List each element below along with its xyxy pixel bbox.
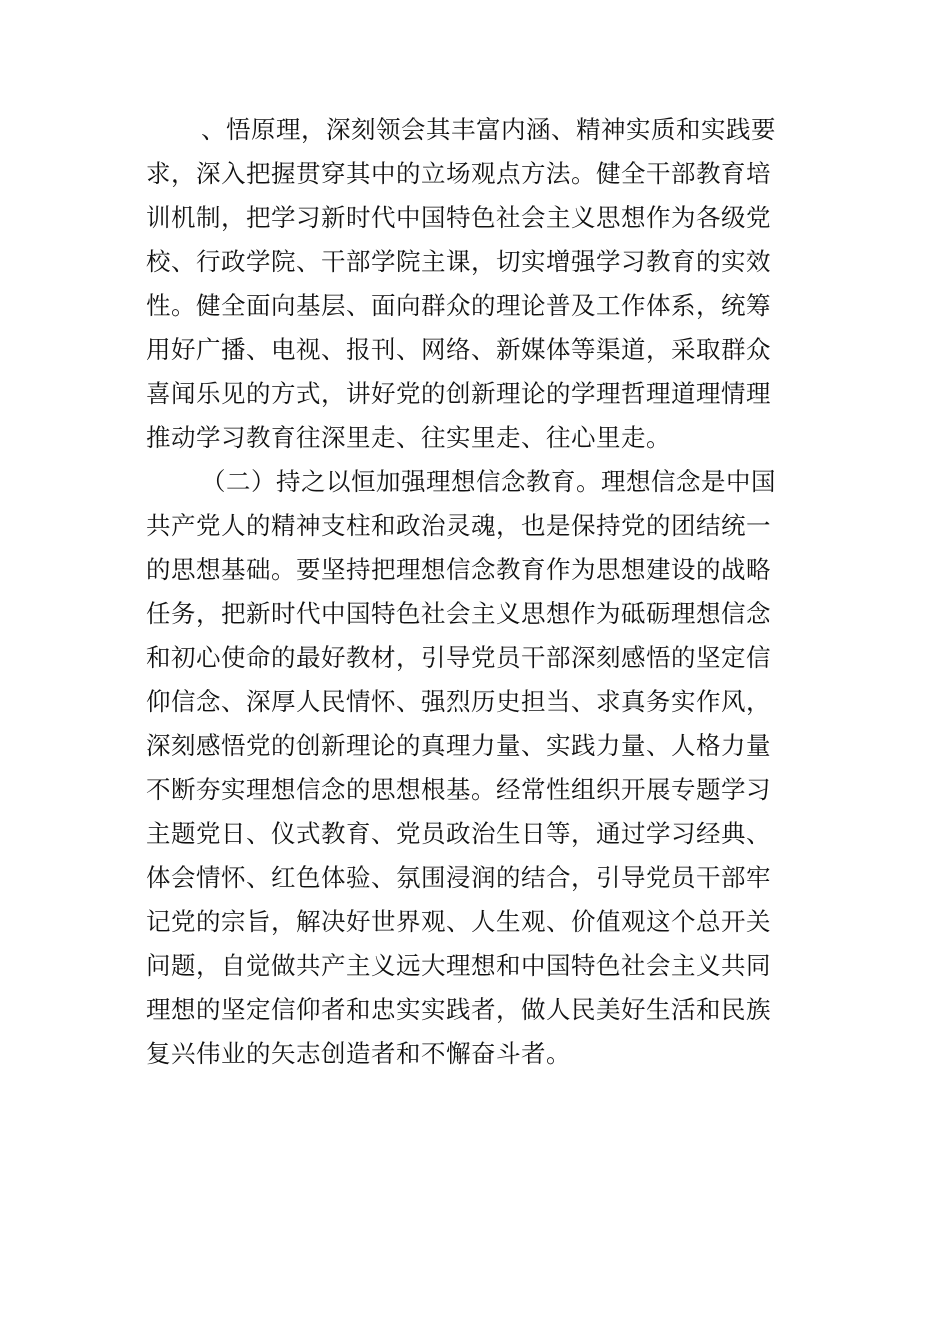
paragraph-2-line: 和初心使命的最好教材，引导党员干部深刻感悟的坚定信 — [146, 643, 771, 672]
paragraph-2-line: 理想的坚定信仰者和忠实实践者，做人民美好生活和民族 — [146, 995, 771, 1024]
paragraph-2 — [146, 460, 806, 1076]
paragraph-1-line: 校、行政学院、干部学院主课，切实增强学习教育的实效 — [146, 247, 771, 276]
paragraph-2-line: （二）持之以恒加强理想信念教育。理想信念是中国 — [201, 467, 776, 496]
paragraph-2-line: 深刻感悟党的创新理论的真理力量、实践力量、人格力量 — [146, 731, 771, 760]
paragraph-2-line: 体会情怀、红色体验、氛围浸润的结合，引导党员干部牢 — [146, 863, 771, 892]
paragraph-2-line: 问题，自觉做共产主义远大理想和中国特色社会主义共同 — [146, 951, 771, 980]
paragraph-2-line: 复兴伟业的矢志创造者和不懈奋斗者。 — [146, 1039, 571, 1068]
paragraph-1-line: 求，深入把握贯穿其中的立场观点方法。健全干部教育培 — [146, 159, 771, 188]
paragraph-2-line: 记党的宗旨，解决好世界观、人生观、价值观这个总开关 — [146, 907, 771, 936]
paragraph-1-line: 训机制，把学习新时代中国特色社会主义思想作为各级党 — [146, 203, 771, 232]
paragraph-1 — [146, 108, 806, 460]
paragraph-1-line: 用好广播、电视、报刊、网络、新媒体等渠道，采取群众 — [146, 335, 771, 364]
paragraph-1-line: 、悟原理，深刻领会其丰富内涵、精神实质和实践要 — [201, 115, 776, 144]
paragraph-2-line: 任务，把新时代中国特色社会主义思想作为砥砺理想信念 — [146, 599, 771, 628]
paragraph-2-line: 仰信念、深厚人民情怀、强烈历史担当、求真务实作风， — [146, 687, 771, 716]
paragraph-2-line: 的思想基础。要坚持把理想信念教育作为思想建设的战略 — [146, 555, 771, 584]
paragraph-1-line: 喜闻乐见的方式，讲好党的创新理论的学理哲理道理情理 — [146, 379, 771, 408]
paragraph-2-line: 共产党人的精神支柱和政治灵魂，也是保持党的团结统一 — [146, 511, 771, 540]
paragraph-1-line: 推动学习教育往深里走、往实里走、往心里走。 — [146, 423, 671, 452]
paragraph-2-line: 主题党日、仪式教育、党员政治生日等，通过学习经典、 — [146, 819, 771, 848]
paragraph-1-line: 性。健全面向基层、面向群众的理论普及工作体系，统筹 — [146, 291, 771, 320]
paragraph-2-line: 不断夯实理想信念的思想根基。经常性组织开展专题学习 — [146, 775, 771, 804]
